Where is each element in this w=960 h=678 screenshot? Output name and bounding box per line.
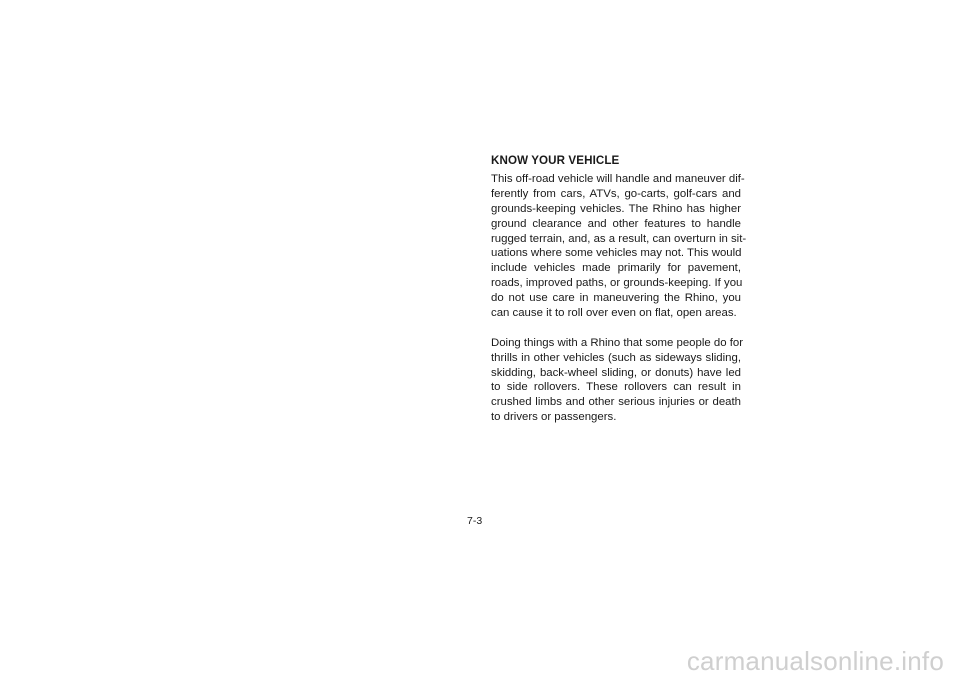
paragraph-1 (491, 172, 747, 321)
paragraph-line: ground clearance and other features to handle (491, 217, 741, 230)
section-heading: KNOW YOUR VEHICLE (491, 154, 620, 167)
paragraph-2 (491, 336, 744, 425)
watermark: carmanualsonline.info (686, 646, 944, 676)
paragraph-line: do not use care in maneuvering the Rhino, you (491, 292, 741, 305)
paragraph-line: uations where some vehicles may not. This would (491, 247, 742, 260)
paragraph-line: to side rollovers. These rollovers can result in (491, 381, 741, 394)
paragraph-line: thrills in other vehicles (such as sideways sliding, (491, 351, 741, 364)
page-number: 7-3 (467, 515, 483, 527)
paragraph-line: skidding, back-wheel sliding, or donuts) have led (491, 366, 741, 379)
paragraph-line: include vehicles made primarily for pavement, (491, 262, 741, 275)
paragraph-line: crushed limbs and other serious injuries or death (491, 396, 741, 409)
paragraph-line: can cause it to roll over even on flat, open areas. (491, 307, 737, 320)
paragraph-line: roads, improved paths, or grounds-keeping. If you (491, 277, 743, 290)
paragraph-line: ferently from cars, ATVs, go-carts, golf-cars and (491, 187, 741, 200)
paragraph-line: This off-road vehicle will handle and maneuver dif- (491, 173, 745, 185)
paragraph-line: Doing things with a Rhino that some people do for (491, 336, 744, 349)
text-column (491, 153, 747, 425)
paragraph-line: to drivers or passengers. (491, 411, 617, 424)
paragraph-line: grounds-keeping vehicles. The Rhino has higher (491, 202, 741, 215)
paragraph-line: rugged terrain, and, as a result, can overturn in sit- (491, 232, 747, 245)
